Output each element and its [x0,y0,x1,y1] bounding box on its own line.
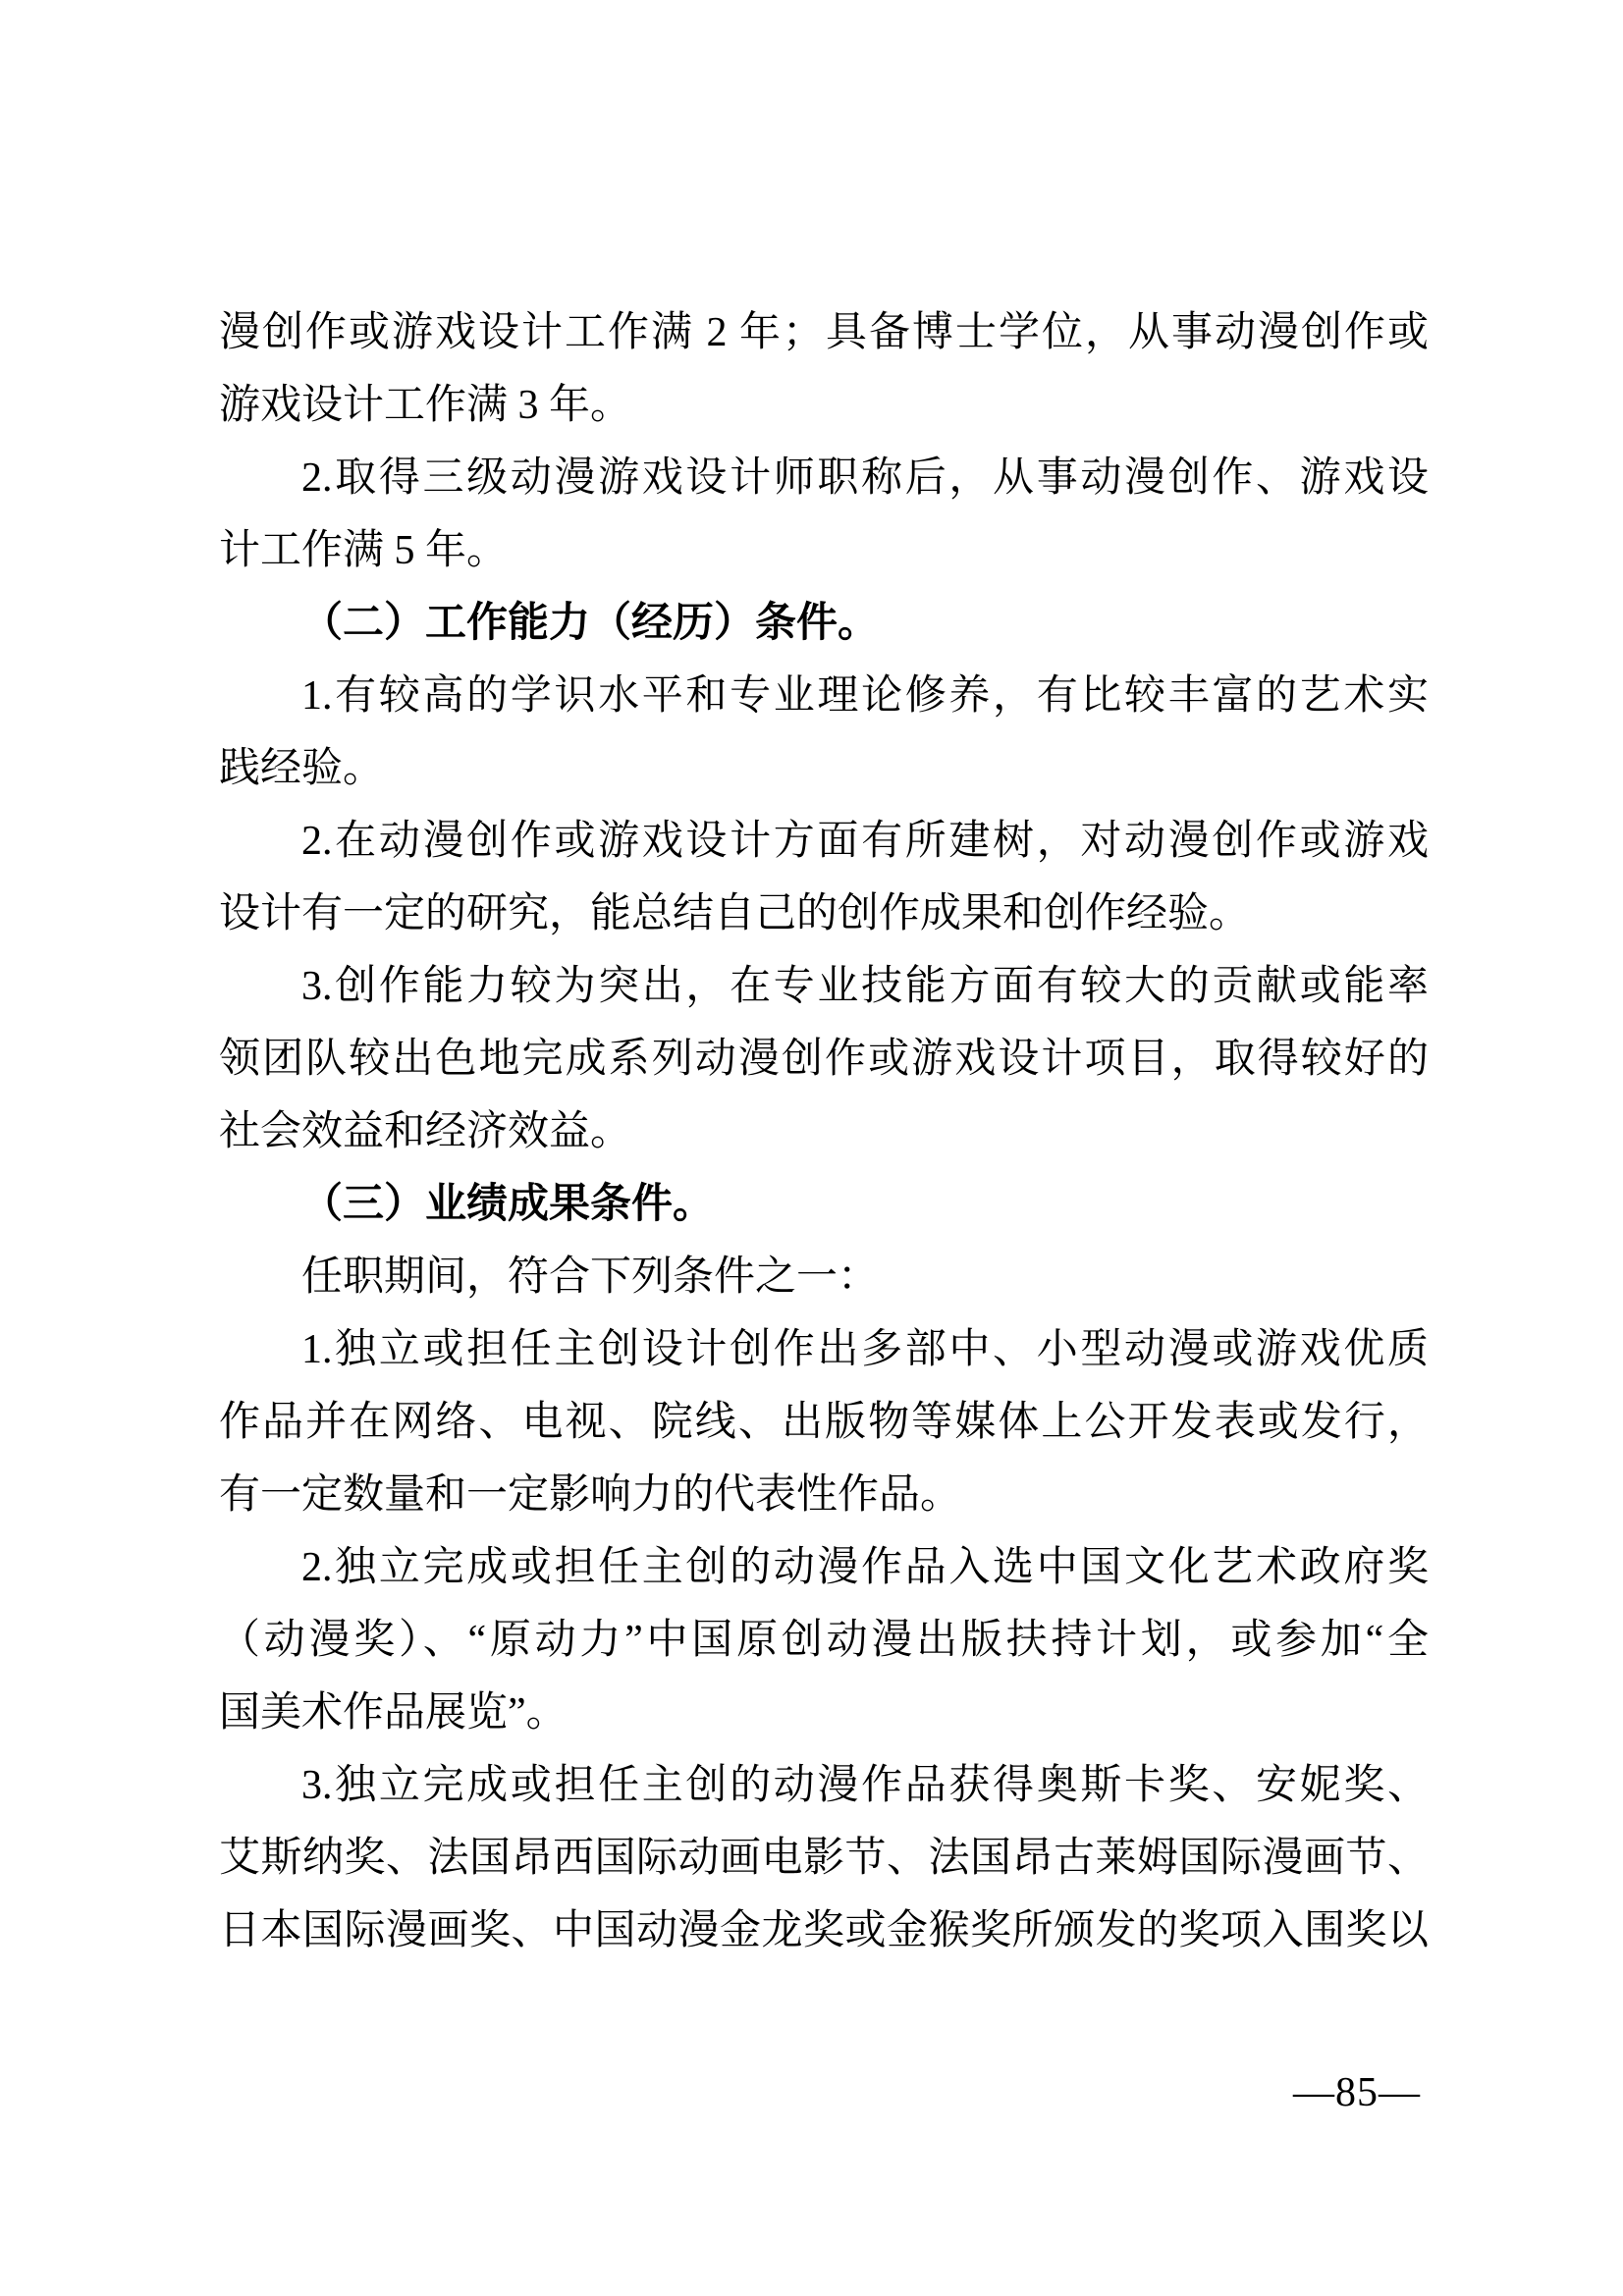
text-line: 任职期间，符合下列条件之一： [301,1255,880,1300]
text-line: （三）业绩成果条件。 [301,1182,715,1227]
body-paragraph [219,660,1429,805]
text-line: 计工作满 5 年。 [219,528,509,573]
page-number: —85— [1293,2070,1421,2115]
text-line: 漫创作或游戏设计工作满 2 年；具备博士学位，从事动漫创作或 [219,310,1429,355]
text-line: 设计有一定的研究，能总结自己的创作成果和创作经验。 [219,891,1251,936]
text-line: 践经验。 [219,746,385,791]
body-paragraph [219,1313,1429,1531]
body-paragraph [219,296,1429,442]
text-line: 3.创作能力较为突出，在专业技能方面有较大的贡献或能率 [301,964,1429,1009]
text-line: 游戏设计工作满 3 年。 [219,383,632,428]
body-paragraph [219,442,1429,587]
text-line: 作品并在网络、电视、院线、出版物等媒体上公开发表或发行， [219,1400,1429,1445]
text-line: 有一定数量和一定影响力的代表性作品。 [219,1472,962,1518]
text-line: 国美术作品展览”。 [219,1690,568,1735]
text-line: 2.取得三级动漫游戏设计师职称后，从事动漫创作、游戏设 [301,455,1429,501]
text-line: 领团队较出色地完成系列动漫创作或游戏设计项目，取得较好的 [219,1037,1429,1082]
body-paragraph [219,1531,1429,1749]
text-line: （二）工作能力（经历）条件。 [301,601,880,646]
section-heading [219,1168,1429,1241]
text-line: （动漫奖）、“原动力”中国原创动漫出版扶持计划，或参加“全 [219,1618,1429,1663]
text-line: 社会效益和经济效益。 [219,1109,632,1154]
text-line: 2.独立完成或担任主创的动漫作品入选中国文化艺术政府奖 [301,1545,1429,1590]
text-line: 2.在动漫创作或游戏设计方面有所建树，对动漫创作或游戏 [301,819,1429,864]
body-paragraph [219,1749,1429,1967]
text-line: 艾斯纳奖、法国昂西国际动画电影节、法国昂古莱姆国际漫画节、 [219,1836,1429,1881]
text-line: 1.独立或担任主创设计创作出多部中、小型动漫或游戏优质 [301,1327,1429,1372]
text-line: 日本国际漫画奖、中国动漫金龙奖或金猴奖所颁发的奖项入围奖以 [219,1908,1429,1953]
body-paragraph [219,1241,1429,1313]
text-line: 1.有较高的学识水平和专业理论修养，有比较丰富的艺术实 [301,673,1429,719]
body-paragraph [219,950,1429,1168]
section-heading [219,587,1429,660]
body-paragraph [219,805,1429,950]
text-line: 3.独立完成或担任主创的动漫作品获得奥斯卡奖、安妮奖、 [301,1763,1429,1808]
document-body [219,296,1429,1967]
